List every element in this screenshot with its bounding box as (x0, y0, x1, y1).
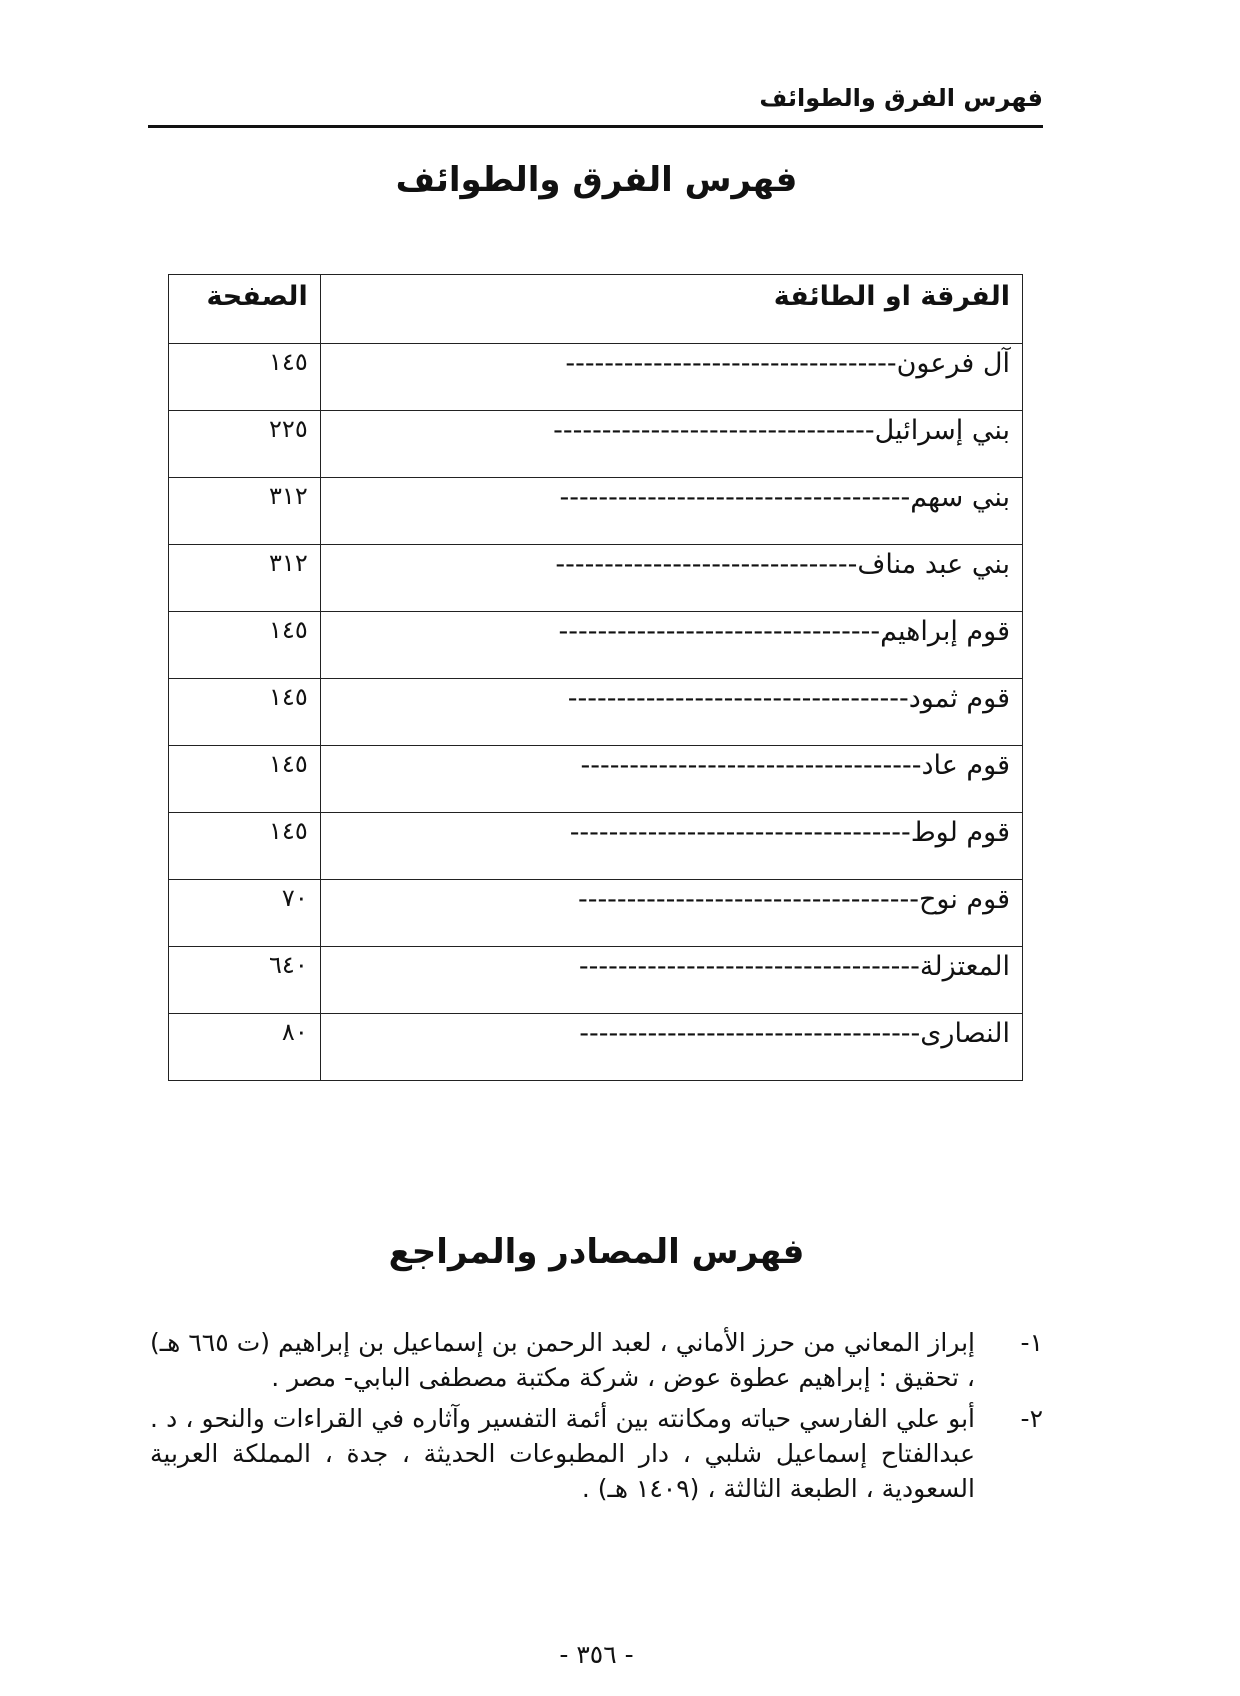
row-name: قوم ثمود (908, 683, 1010, 714)
table-row (169, 1014, 1023, 1081)
row-name-cell (320, 411, 1022, 478)
sects-index-title: فهرس الفرق والطوائف (395, 160, 798, 200)
row-name-cell (320, 880, 1022, 947)
running-header: فهرس الفرق والطوائف (759, 84, 1043, 112)
row-dashes: --------------------------------- (558, 616, 881, 647)
row-dashes: ---------------------------------- (565, 348, 897, 379)
reference-number: ٢- (1020, 1404, 1043, 1433)
row-name-cell (320, 679, 1022, 746)
table-header-row (169, 275, 1023, 344)
row-dashes: ----------------------------------- (567, 683, 909, 714)
sources-index-title: فهرس المصادر والمراجع (388, 1232, 805, 1272)
table-row (169, 545, 1023, 612)
row-name-cell (320, 612, 1022, 679)
row-name: قوم إبراهيم (880, 616, 1010, 647)
row-name-cell (320, 746, 1022, 813)
references-list (150, 1325, 1043, 1512)
row-page: ١٤٥ (169, 813, 321, 880)
row-page: ١٤٥ (169, 612, 321, 679)
table-row (169, 679, 1023, 746)
row-page: ١٤٥ (169, 679, 321, 746)
table-row (169, 411, 1023, 478)
row-name-cell (320, 947, 1022, 1014)
table-row (169, 880, 1023, 947)
row-name: قوم نوح (918, 884, 1010, 915)
reference-text: إبراز المعاني من حرز الأماني ، لعبد الرحمن بن إسماعيل بن إبراهيم (ت ٦٦٥ هـ) ، تحقيق : إبراهيم عطوة عوض ، شركة مكتبة مصطفى البابي- مصر . (150, 1328, 975, 1392)
sects-index-table (168, 274, 1023, 1081)
row-name: بني إسرائيل (874, 415, 1010, 446)
row-name: آل فرعون (896, 348, 1010, 379)
row-page: ١٤٥ (169, 344, 321, 411)
row-name-cell (320, 344, 1022, 411)
row-name-cell (320, 813, 1022, 880)
header-rule (148, 125, 1043, 128)
row-name-cell (320, 478, 1022, 545)
row-page: ٣١٢ (169, 478, 321, 545)
table-row (169, 813, 1023, 880)
reference-item (150, 1325, 1043, 1395)
row-name: قوم لوط (910, 817, 1010, 848)
column-header-name: الفرقة او الطائفة (320, 275, 1022, 344)
row-name: بني سهم (910, 482, 1010, 513)
table-row (169, 478, 1023, 545)
row-dashes: --------------------------------- (553, 415, 875, 446)
table-row (169, 344, 1023, 411)
row-name: قوم عاد (921, 750, 1010, 781)
row-page: ٨٠ (169, 1014, 321, 1081)
table-row (169, 612, 1023, 679)
reference-item (150, 1401, 1043, 1506)
row-name: بني عبد مناف (857, 549, 1010, 580)
row-page: ٧٠ (169, 880, 321, 947)
row-name-cell (320, 1014, 1022, 1081)
column-header-page: الصفحة (169, 275, 321, 344)
row-page: ٦٤٠ (169, 947, 321, 1014)
page-number: - ٣٥٦ - (559, 1640, 634, 1669)
row-dashes: ------------------------------------ (559, 482, 911, 513)
row-name: المعتزلة (919, 951, 1010, 982)
row-dashes: ----------------------------------- (569, 817, 911, 848)
row-dashes: ----------------------------------- (580, 750, 922, 781)
row-dashes: ------------------------------- (555, 549, 858, 580)
row-page: ٣١٢ (169, 545, 321, 612)
row-name: النصارى (920, 1018, 1010, 1049)
table-row (169, 947, 1023, 1014)
table-row (169, 746, 1023, 813)
row-page: ٢٢٥ (169, 411, 321, 478)
row-dashes: ----------------------------------- (578, 951, 920, 982)
row-name-cell (320, 545, 1022, 612)
row-page: ١٤٥ (169, 746, 321, 813)
row-dashes: ----------------------------------- (577, 884, 919, 915)
reference-number: ١- (1020, 1328, 1043, 1357)
row-dashes: ----------------------------------- (579, 1018, 921, 1049)
reference-text: أبو علي الفارسي حياته ومكانته بين أئمة التفسير وآثاره في القراءات والنحو ، د . عبدالفتاح إسماعيل شلبي ، دار المطبوعات الحديثة ، جدة ، المملكة العربية السعودية ، الطبعة الثالثة ، (١٤٠٩ هـ) . (150, 1404, 975, 1503)
